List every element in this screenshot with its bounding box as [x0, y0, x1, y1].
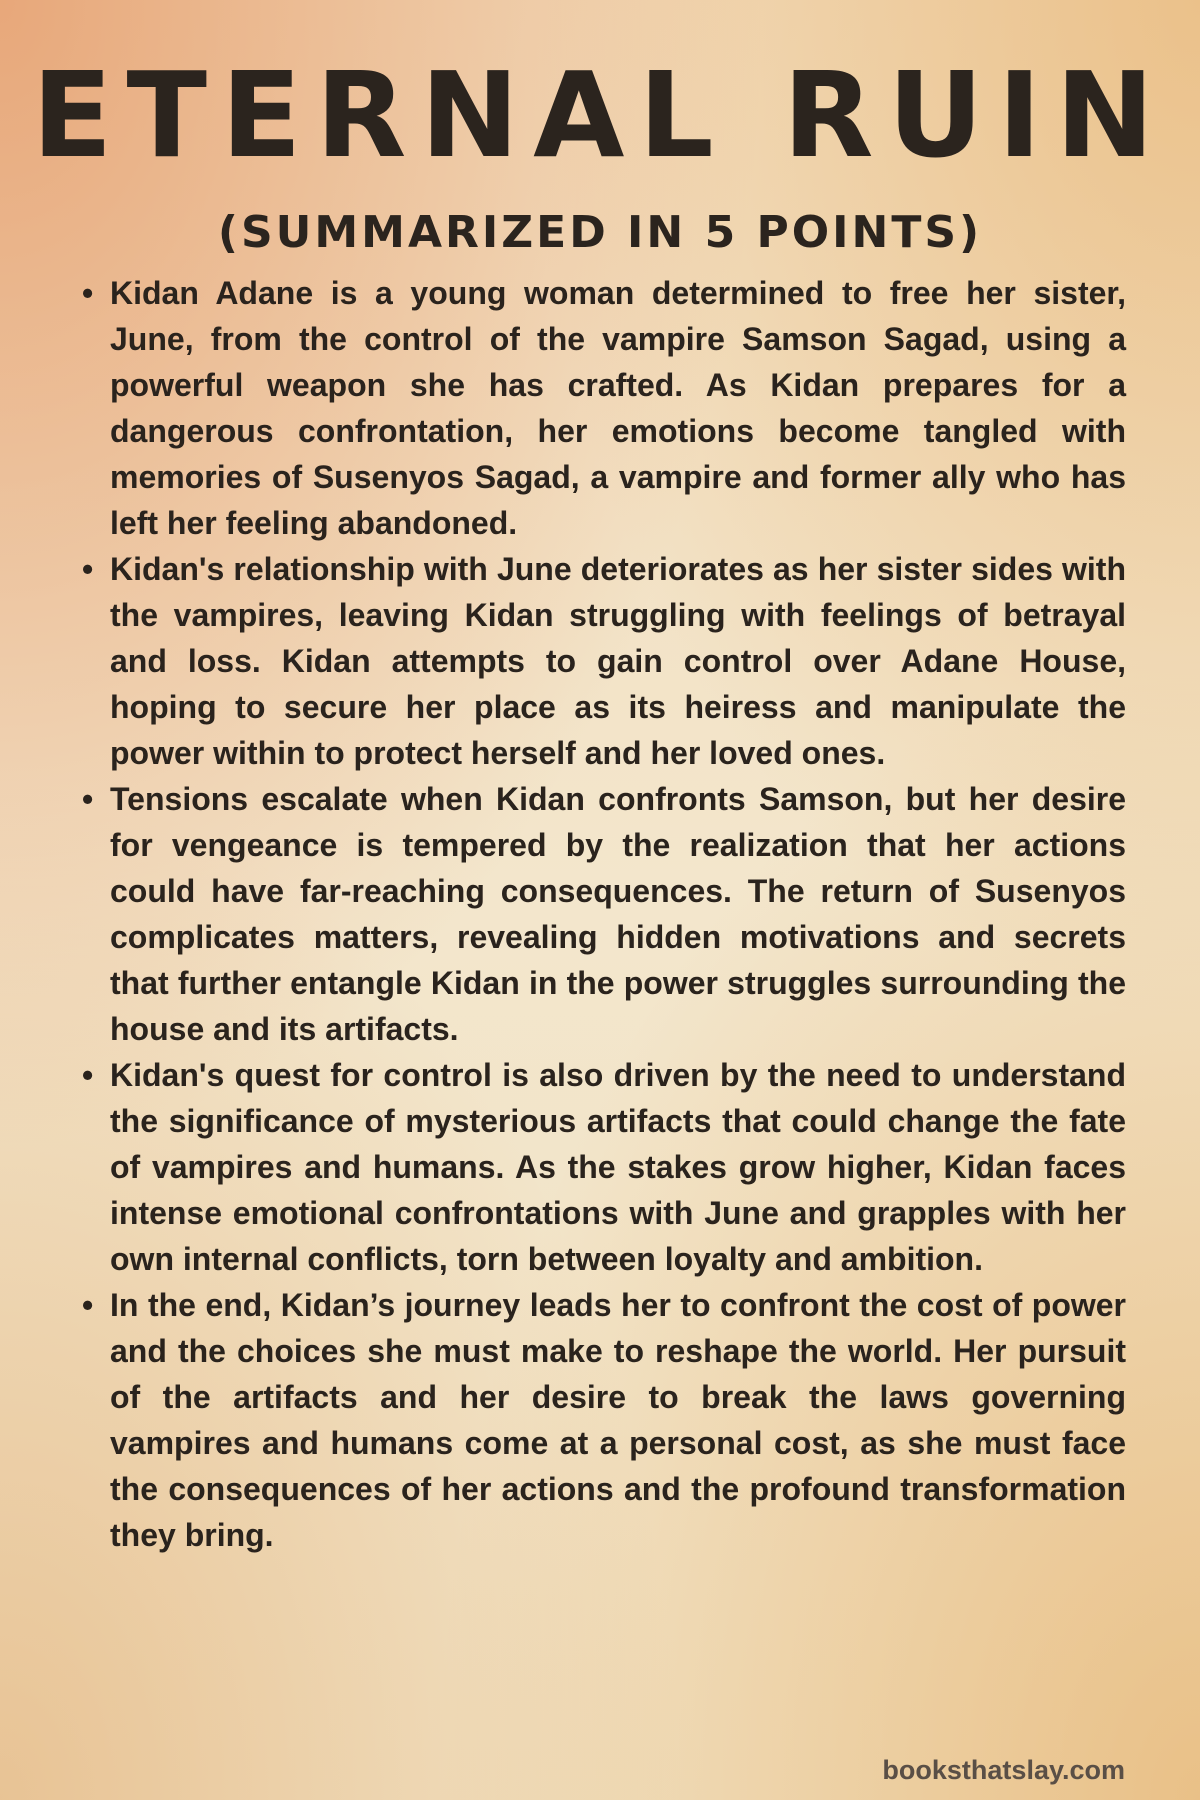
summary-point	[82, 546, 1126, 776]
bullet-icon: •	[82, 1057, 94, 1093]
page-subtitle: (SUMMARIZED IN 5 POINTS)	[217, 207, 983, 258]
website-watermark: booksthatslay.com	[882, 1755, 1125, 1785]
summary-point-text: Tensions escalate when Kidan confronts Samson, but her desire for vengeance is tempered by the realization that her actions could have far-reaching consequences. The return of Susenyos complicates matters, revealing hidden motivations and secrets that further entangle Kidan in the power struggles surrounding the house and its artifacts.	[110, 781, 1126, 1047]
page-title: ETERNAL RUIN	[31, 46, 1169, 184]
bullet-icon: •	[82, 551, 94, 587]
summary-points-list	[82, 270, 1126, 1558]
summary-point-text: Kidan's quest for control is also driven by the need to understand the significance of mysterious artifacts that could change the fate of vampires and humans. As the stakes grow higher, Kidan faces intense emotional confrontations with June and grapples with her own internal conflicts, torn between loyalty and ambition.	[110, 1057, 1126, 1277]
bullet-icon: •	[82, 781, 94, 817]
summary-point	[82, 776, 1126, 1052]
summary-point-text: In the end, Kidan’s journey leads her to confront the cost of power and the choices she must make to reshape the world. Her pursuit of the artifacts and her desire to break the laws governing vampires and humans come at a personal cost, as she must face the consequences of her actions and the profound transformation they bring.	[110, 1287, 1126, 1553]
summary-point-text: Kidan's relationship with June deteriorates as her sister sides with the vampires, leaving Kidan struggling with feelings of betrayal and loss. Kidan attempts to gain control over Adane House, hoping to secure her place as its heiress and manipulate the power within to protect herself and her loved ones.	[110, 551, 1126, 771]
summary-point	[82, 270, 1126, 546]
bullet-icon: •	[82, 1287, 94, 1323]
summary-point	[82, 1282, 1126, 1558]
summary-point-text: Kidan Adane is a young woman determined to free her sister, June, from the control of the vampire Samson Sagad, using a powerful weapon she has crafted. As Kidan prepares for a dangerous confrontation, her emotions become tangled with memories of Susenyos Sagad, a vampire and former ally who has left her feeling abandoned.	[110, 275, 1126, 541]
bullet-icon: •	[82, 275, 94, 311]
summary-point	[82, 1052, 1126, 1282]
